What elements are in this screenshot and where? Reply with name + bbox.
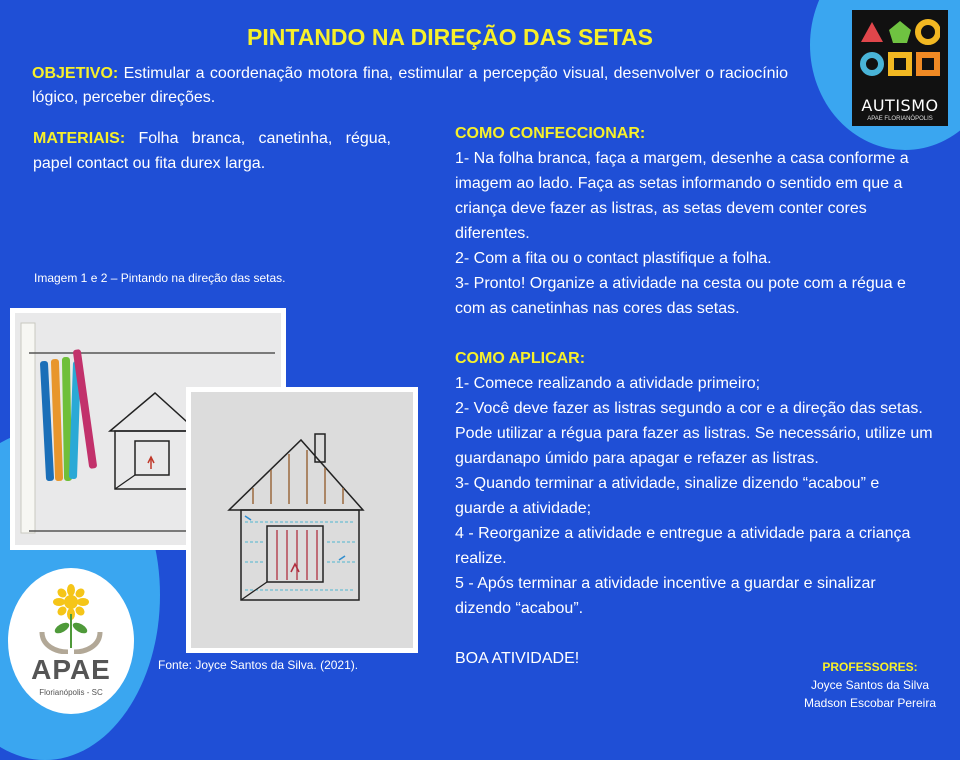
closing-text: BOA ATIVIDADE! [455,650,580,667]
how-to-apply-heading: COMO APLICAR: [455,350,586,367]
autismo-logo-subtitle: APAE FLORIANÓPOLIS [867,116,933,122]
materials-paragraph [33,126,391,176]
professor-name: Joyce Santos da Silva [810,678,930,692]
page-title: PINTANDO NA DIREÇÃO DAS SETAS [247,24,653,50]
how-to-make-step: 1- Na folha branca, faça a margem, desenhe a casa conforme a imagem ao lado. Faça as setas informando o sentido em que a criança deve fazer as listras, as setas devem conter cores diferentes. [455,150,909,242]
image-caption: Imagem 1 e 2 – Pintando na direção das setas. [34,271,286,285]
autismo-logo-word: AUTISMO [861,96,939,115]
how-to-make-step: 2- Com a fita ou o contact plastifique a folha. [455,250,772,267]
objective-paragraph [32,62,788,110]
apae-logo [8,568,134,714]
image-source: Fonte: Joyce Santos da Silva. (2021). [158,658,359,672]
professors-block [770,658,960,712]
materials-text: Folha branca, canetinha, régua, papel contact ou fita durex larga. [33,130,391,172]
how-to-apply-step: 3- Quando terminar a atividade, sinalize dizendo “acabou” e guarde a atividade; [455,475,880,517]
objective-text: Estimular a coordenação motora fina, estimular a percepção visual, desenvolver o raciocínio lógico, perceber direções. [32,65,788,106]
how-to-make-step: 3- Pronto! Organize a atividade na cesta ou pote com a régua e com as canetinhas nas cores das setas. [455,275,906,317]
professor-name: Madson Escobar Pereira [803,696,937,710]
professors-heading: PROFESSORES: [822,660,918,674]
how-to-apply-step: 4 - Reorganize a atividade e entregue a atividade para a criança realize. [455,525,911,567]
how-to-apply-step: 5 - Após terminar a atividade incentive a guardar e sinalizar dizendo “acabou”. [455,575,876,617]
instructions-column [455,121,933,671]
materials-label: MATERIAIS: [33,130,126,147]
objective-label: OBJETIVO: [32,65,119,82]
apae-logo-word: APAE [31,654,111,685]
how-to-apply-step: 1- Comece realizando a atividade primeiro; [455,375,761,392]
activity-photo-2 [186,387,418,653]
how-to-apply-step: 2- Você deve fazer as listras segundo a cor e a direção das setas. Pode utilizar a régua para fazer as listras. Se necessário, utilize um guardanapo úmido para apagar e refazer as listras. [455,400,933,467]
how-to-make-heading: COMO CONFECCIONAR: [455,125,646,142]
apae-logo-subtitle: Florianópolis - SC [39,688,103,697]
